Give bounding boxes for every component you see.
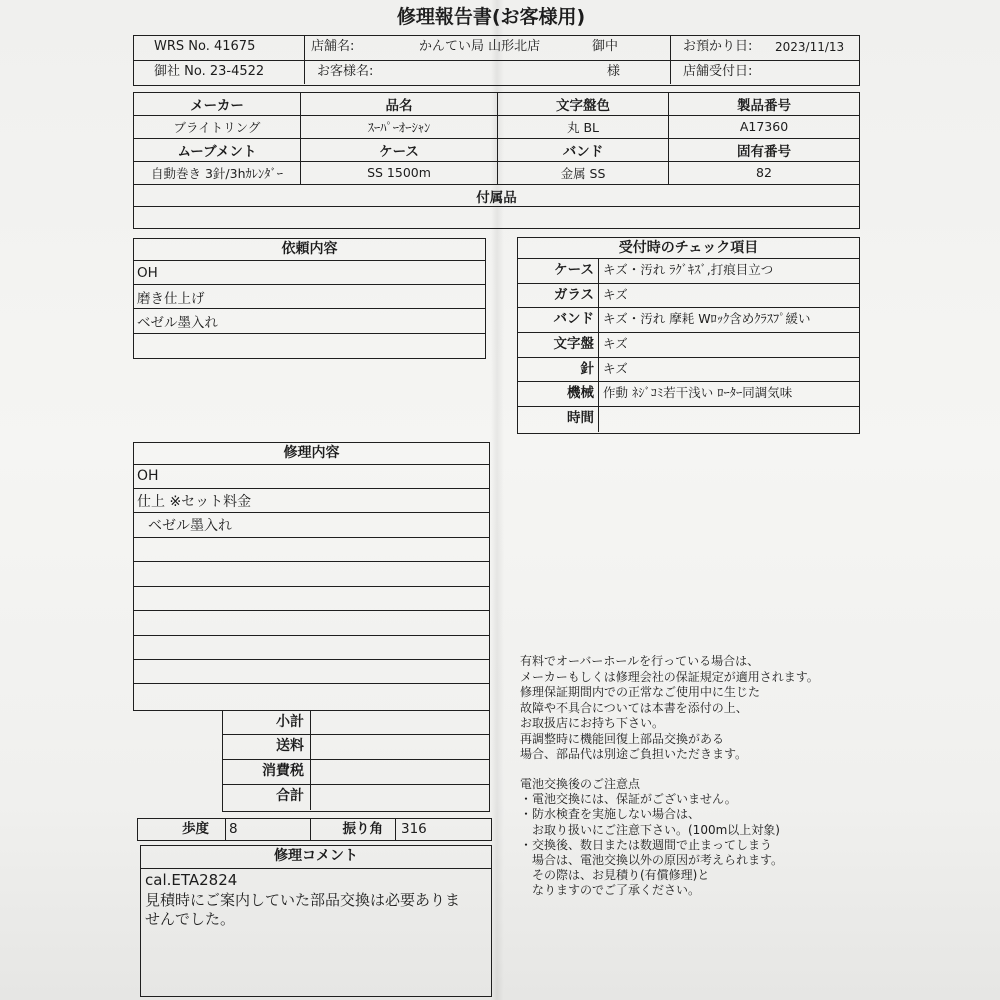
request-item-empty	[134, 334, 485, 358]
check-label: ケース	[518, 259, 599, 283]
note-line: ・電池交換には、保証がございません。	[520, 792, 737, 807]
request-item: ベゼル墨入れ	[134, 309, 485, 333]
check-label: バンド	[518, 308, 599, 332]
store-label: 店舗名:	[311, 39, 355, 54]
value-band: 金属 SS	[498, 162, 669, 185]
product-header-row-2	[134, 139, 859, 162]
received-date: 2023/11/13	[775, 40, 845, 54]
check-label: ガラス	[518, 284, 599, 308]
tax-value	[311, 760, 489, 784]
header-case: ケース	[301, 139, 498, 161]
accessories-value	[134, 207, 859, 228]
received-date-label: お預かり日:	[683, 39, 753, 54]
shipping-row	[223, 735, 489, 760]
note-line: 修理保証期間内での正常なご使用中に生じた	[520, 685, 761, 699]
repair-row-empty	[134, 611, 489, 635]
repair-title: 修理内容	[134, 443, 489, 465]
check-row	[518, 358, 859, 383]
warranty-notes	[520, 654, 980, 763]
header-row-1	[134, 36, 859, 60]
total-value	[311, 785, 489, 810]
note-line: ・交換後、数日または数週間で止まってしまう	[520, 837, 773, 852]
header-serial-number: 固有番号	[737, 143, 791, 160]
received-date-cell	[671, 36, 859, 60]
repair-row-empty	[134, 587, 489, 611]
subtotal-value	[311, 711, 489, 735]
check-row	[518, 259, 859, 284]
check-row	[518, 382, 859, 407]
tax-row	[223, 760, 489, 785]
store-received-cell	[671, 61, 859, 84]
check-label: 文字盤	[518, 333, 599, 357]
value-serial-number: 82	[756, 165, 772, 181]
customer-cell	[305, 61, 671, 84]
header-product-name: 品名	[301, 93, 498, 115]
check-value: 作動 ﾈｼﾞｺﾐ若干浅い ﾛｰﾀｰ同調気味	[603, 385, 793, 401]
comment-title: 修理コメント	[141, 846, 491, 869]
store-name: かんてい局 山形北店	[419, 39, 541, 54]
subtotal-row	[223, 711, 489, 736]
header-dial-color: 文字盤色	[498, 93, 669, 115]
repair-row-empty	[134, 538, 489, 562]
check-value: キズ	[603, 336, 628, 352]
subtotal-label: 小計	[223, 711, 311, 735]
battery-notes-title: 電池交換後のご注意点	[520, 777, 641, 791]
check-value: キズ・汚れ ﾗｸﾞｷｽﾞ,打痕目立つ	[603, 262, 774, 277]
value-case: SS 1500m	[301, 162, 498, 185]
header-table	[133, 35, 860, 86]
check-value: キズ・汚れ 摩耗 Wﾛｯｸ含めｸﾗｽﾌﾟ緩い	[603, 311, 811, 327]
check-title: 受付時のチェック項目	[518, 238, 859, 259]
total-row	[223, 785, 489, 810]
comment-line: cal.ETA2824	[145, 871, 238, 889]
note-line: 場合、部品代は別途ご負担いただきます。	[520, 747, 748, 761]
note-line: 故障や不具合については本書を添付の上、	[520, 700, 748, 715]
note-line: お取り扱いにご注意下さい。(100m以上対象)	[532, 822, 780, 837]
note-line: 場合は、電池交換以外の原因が考えられます。	[532, 853, 784, 868]
header-maker: メーカー	[134, 93, 301, 115]
amplitude-value: 316	[401, 821, 427, 837]
customer-label: お客様名:	[317, 64, 374, 79]
repair-row-empty	[134, 660, 489, 684]
value-product-name: ｽｰﾊﾟｰｵｰｼｬﾝ	[301, 116, 498, 139]
totals-table	[222, 710, 490, 812]
repair-row-empty	[134, 684, 489, 708]
check-row	[518, 333, 859, 358]
check-label: 機械	[518, 382, 599, 406]
check-row	[518, 308, 859, 333]
repair-item: OH	[134, 465, 489, 489]
shipping-label: 送料	[223, 735, 311, 759]
check-value: キズ	[603, 286, 628, 302]
total-label: 合計	[223, 785, 311, 810]
document-title: 修理報告書(お客様用)	[396, 6, 586, 28]
header-row-2	[134, 60, 859, 84]
note-line: ・防水検査を実施しない場合は、	[520, 807, 701, 822]
check-row	[518, 284, 859, 309]
value-movement: 自動巻き 3針/3hｶﾚﾝﾀﾞｰ	[134, 162, 301, 185]
check-label: 時間	[518, 407, 599, 432]
request-item: OH	[134, 261, 485, 285]
rate-value: 8	[226, 819, 311, 840]
store-suffix: 御中	[592, 39, 619, 54]
repair-item: ベゼル墨入れ	[134, 513, 489, 537]
repair-comment-box	[140, 845, 492, 997]
comment-line: せんでした。	[145, 910, 236, 928]
note-line: なりますのでご了承ください。	[532, 883, 701, 898]
product-header-row-1	[134, 93, 859, 116]
amplitude-label: 振り角	[311, 819, 396, 840]
note-line: 有料でオーバーホールを行っている場合は、	[520, 654, 760, 668]
request-item: 磨き仕上げ	[134, 285, 485, 309]
repair-row-empty	[134, 636, 489, 660]
measurement-row	[137, 818, 492, 841]
check-row	[518, 407, 859, 432]
customer-suffix: 様	[607, 64, 621, 79]
product-value-row-2	[134, 162, 859, 186]
note-line: お取扱店にお持ち下さい。	[520, 716, 665, 730]
note-line: その際は、お見積り(有償修理)と	[532, 868, 710, 883]
store-cell	[305, 36, 671, 60]
check-value: キズ	[603, 360, 628, 376]
company-number: 御社 No. 23-4522	[134, 61, 305, 84]
product-value-row-1	[134, 116, 859, 140]
note-line: メーカーもしくは修理会社の保証規定が適用されます。	[520, 669, 819, 684]
comment-line: 見積時にご案内していた部品交換は必要ありま	[145, 890, 461, 909]
request-box	[133, 238, 486, 359]
header-movement: ムーブメント	[134, 139, 301, 161]
header-model-number: 製品番号	[737, 97, 791, 114]
battery-notes	[520, 777, 980, 899]
check-value-empty	[599, 407, 859, 432]
value-maker: ブライトリング	[134, 116, 301, 139]
rate-label: 歩度	[138, 819, 226, 840]
repair-row-empty	[134, 562, 489, 586]
header-band: バンド	[498, 139, 669, 161]
product-table	[133, 92, 860, 229]
accessories-header: 付属品	[134, 185, 859, 207]
shipping-value	[311, 735, 489, 759]
value-model-number: A17360	[739, 119, 789, 135]
note-line: 再調整時に機能回復上部品交換がある	[520, 731, 725, 746]
request-title: 依頼内容	[134, 239, 485, 261]
repair-item: 仕上 ※セット料金	[134, 489, 489, 513]
comment-body	[141, 869, 491, 932]
store-received-label: 店舗受付日:	[683, 64, 753, 79]
tax-label: 消費税	[223, 760, 311, 784]
reception-check-box	[517, 237, 860, 434]
repair-box	[133, 442, 490, 711]
check-label: 針	[518, 358, 599, 382]
value-dial-color: 丸 BL	[498, 116, 669, 139]
wrs-number: WRS No. 41675	[134, 36, 305, 60]
